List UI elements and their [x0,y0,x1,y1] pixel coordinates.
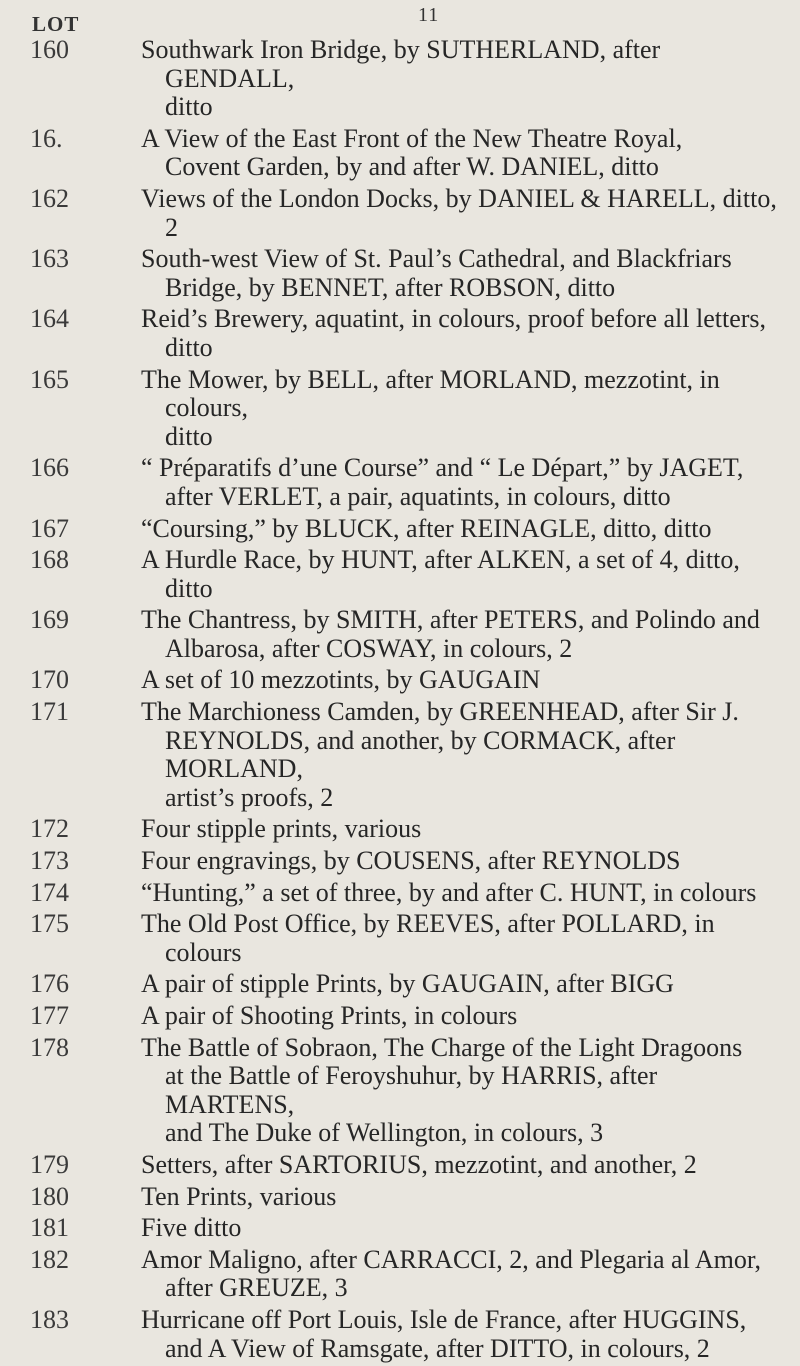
lot-number: 174 [30,877,69,907]
lot-description: South-west View of St. Paul’s Cathedral, and Blackfriars Bridge, by BENNET, after ROBSON, ditto [141,244,732,302]
lot-number: 164 [30,304,69,334]
lot-entry [30,1306,790,1363]
lot-description: Southwark Iron Bridge, by SUTHERLAND, after GENDALL, ditto [141,35,661,122]
lot-entry [30,245,790,302]
lot-number: 176 [30,969,69,999]
lot-description: Setters, after SARTORIUS, mezzotint, and another, 2 [141,1149,697,1179]
lot-entry [30,546,790,603]
lot-description: A View of the East Front of the New Theatre Royal, Covent Garden, by and after W. DANIEL, ditto [141,123,683,182]
page-number-mark: 11 [418,4,440,26]
lot-number: 173 [30,846,69,876]
lot-entry [30,1246,790,1303]
lot-number: 166 [30,453,69,483]
lot-description: A Hurdle Race, by HUNT, after ALKEN, a set of 4, ditto, ditto [141,545,740,603]
lot-number: 178 [30,1032,69,1062]
lot-entry [30,1183,790,1212]
lot-number: 163 [30,244,69,274]
lot-description: The Marchioness Camden, by GREENHEAD, after Sir J. REYNOLDS, and another, by CORMACK, after MORLAND, artist’s proofs, 2 [141,697,739,812]
lot-number: 182 [30,1244,69,1274]
lot-entry [30,454,790,511]
lot-entry [30,125,790,182]
lot-entry [30,305,790,362]
lot-entry [30,815,790,844]
lot-description: “Coursing,” by BLUCK, after REINAGLE, ditto, ditto [141,513,712,543]
lot-number: 179 [30,1149,69,1179]
lot-description: Views of the London Docks, by DANIEL & HARELL, ditto, 2 [141,183,777,242]
lot-number: 172 [30,814,69,844]
lot-number: 167 [30,513,69,543]
lot-description: Amor Maligno, after CARRACCI, 2, and Plegaria al Amor, after GREUZE, 3 [141,1244,761,1303]
lot-column-header: LOT [32,12,80,36]
lot-number: 180 [30,1181,69,1211]
lot-list [30,36,790,1366]
lot-description: Four stipple prints, various [141,814,422,844]
lot-description: The Old Post Office, by REEVES, after POLLARD, in colours [141,909,715,967]
lot-entry [30,36,790,122]
lot-description: The Battle of Sobraon, The Charge of the Light Dragoons at the Battle of Feroyshuhur, by HARRIS, after MARTENS, and The Duke of Wellington, in colours, 3 [141,1032,743,1148]
lot-description: “Hunting,” a set of three, by and after C. HUNT, in colours [141,877,757,907]
lot-entry [30,879,790,908]
lot-entry [30,910,790,967]
lot-entry [30,515,790,544]
lot-entry [30,1151,790,1180]
lot-entry [30,1034,790,1148]
lot-number: 168 [30,545,69,575]
lot-number: 171 [30,697,69,727]
lot-entry [30,847,790,876]
lot-number: 165 [30,364,69,394]
lot-description: Reid’s Brewery, aquatint, in colours, proof before all letters, ditto [141,304,767,362]
lot-number: 160 [30,35,69,64]
lot-number: 16. [30,123,63,153]
lot-number: 162 [30,183,69,213]
lot-description: A pair of stipple Prints, by GAUGAIN, after BIGG [141,969,674,999]
lot-description: Four engravings, by COUSENS, after REYNOLDS [141,846,681,876]
lot-description: Ten Prints, various [141,1181,337,1211]
lot-entry [30,1002,790,1031]
lot-description: The Chantress, by SMITH, after PETERS, and Polindo and Albarosa, after COSWAY, in colours, 2 [141,605,760,663]
lot-description: The Mower, by BELL, after MORLAND, mezzotint, in colours, ditto [141,364,720,451]
lot-entry [30,1214,790,1243]
lot-number: 183 [30,1304,69,1334]
lot-number: 170 [30,665,69,695]
lot-number: 181 [30,1213,69,1243]
lot-number: 169 [30,605,69,635]
lot-entry [30,970,790,999]
lot-description: Five ditto [141,1213,242,1243]
lot-entry [30,185,790,242]
lot-number: 177 [30,1001,69,1030]
lot-description: A set of 10 mezzotints, by GAUGAIN [141,665,541,695]
lot-entry [30,606,790,663]
lot-number: 175 [30,909,69,939]
lot-description: “ Préparatifs d’une Course” and “ Le Départ,” by JAGET, after VERLET, a pair, aquatints, in colours, ditto [141,453,744,511]
lot-description: A pair of Shooting Prints, in colours [141,1001,518,1030]
lot-entry [30,698,790,812]
lot-description: Hurricane off Port Louis, Isle de France, after HUGGINS, and A View of Ramsgate, after DITTO, in colours, 2 [141,1304,747,1363]
lot-entry [30,666,790,695]
lot-entry [30,366,790,452]
